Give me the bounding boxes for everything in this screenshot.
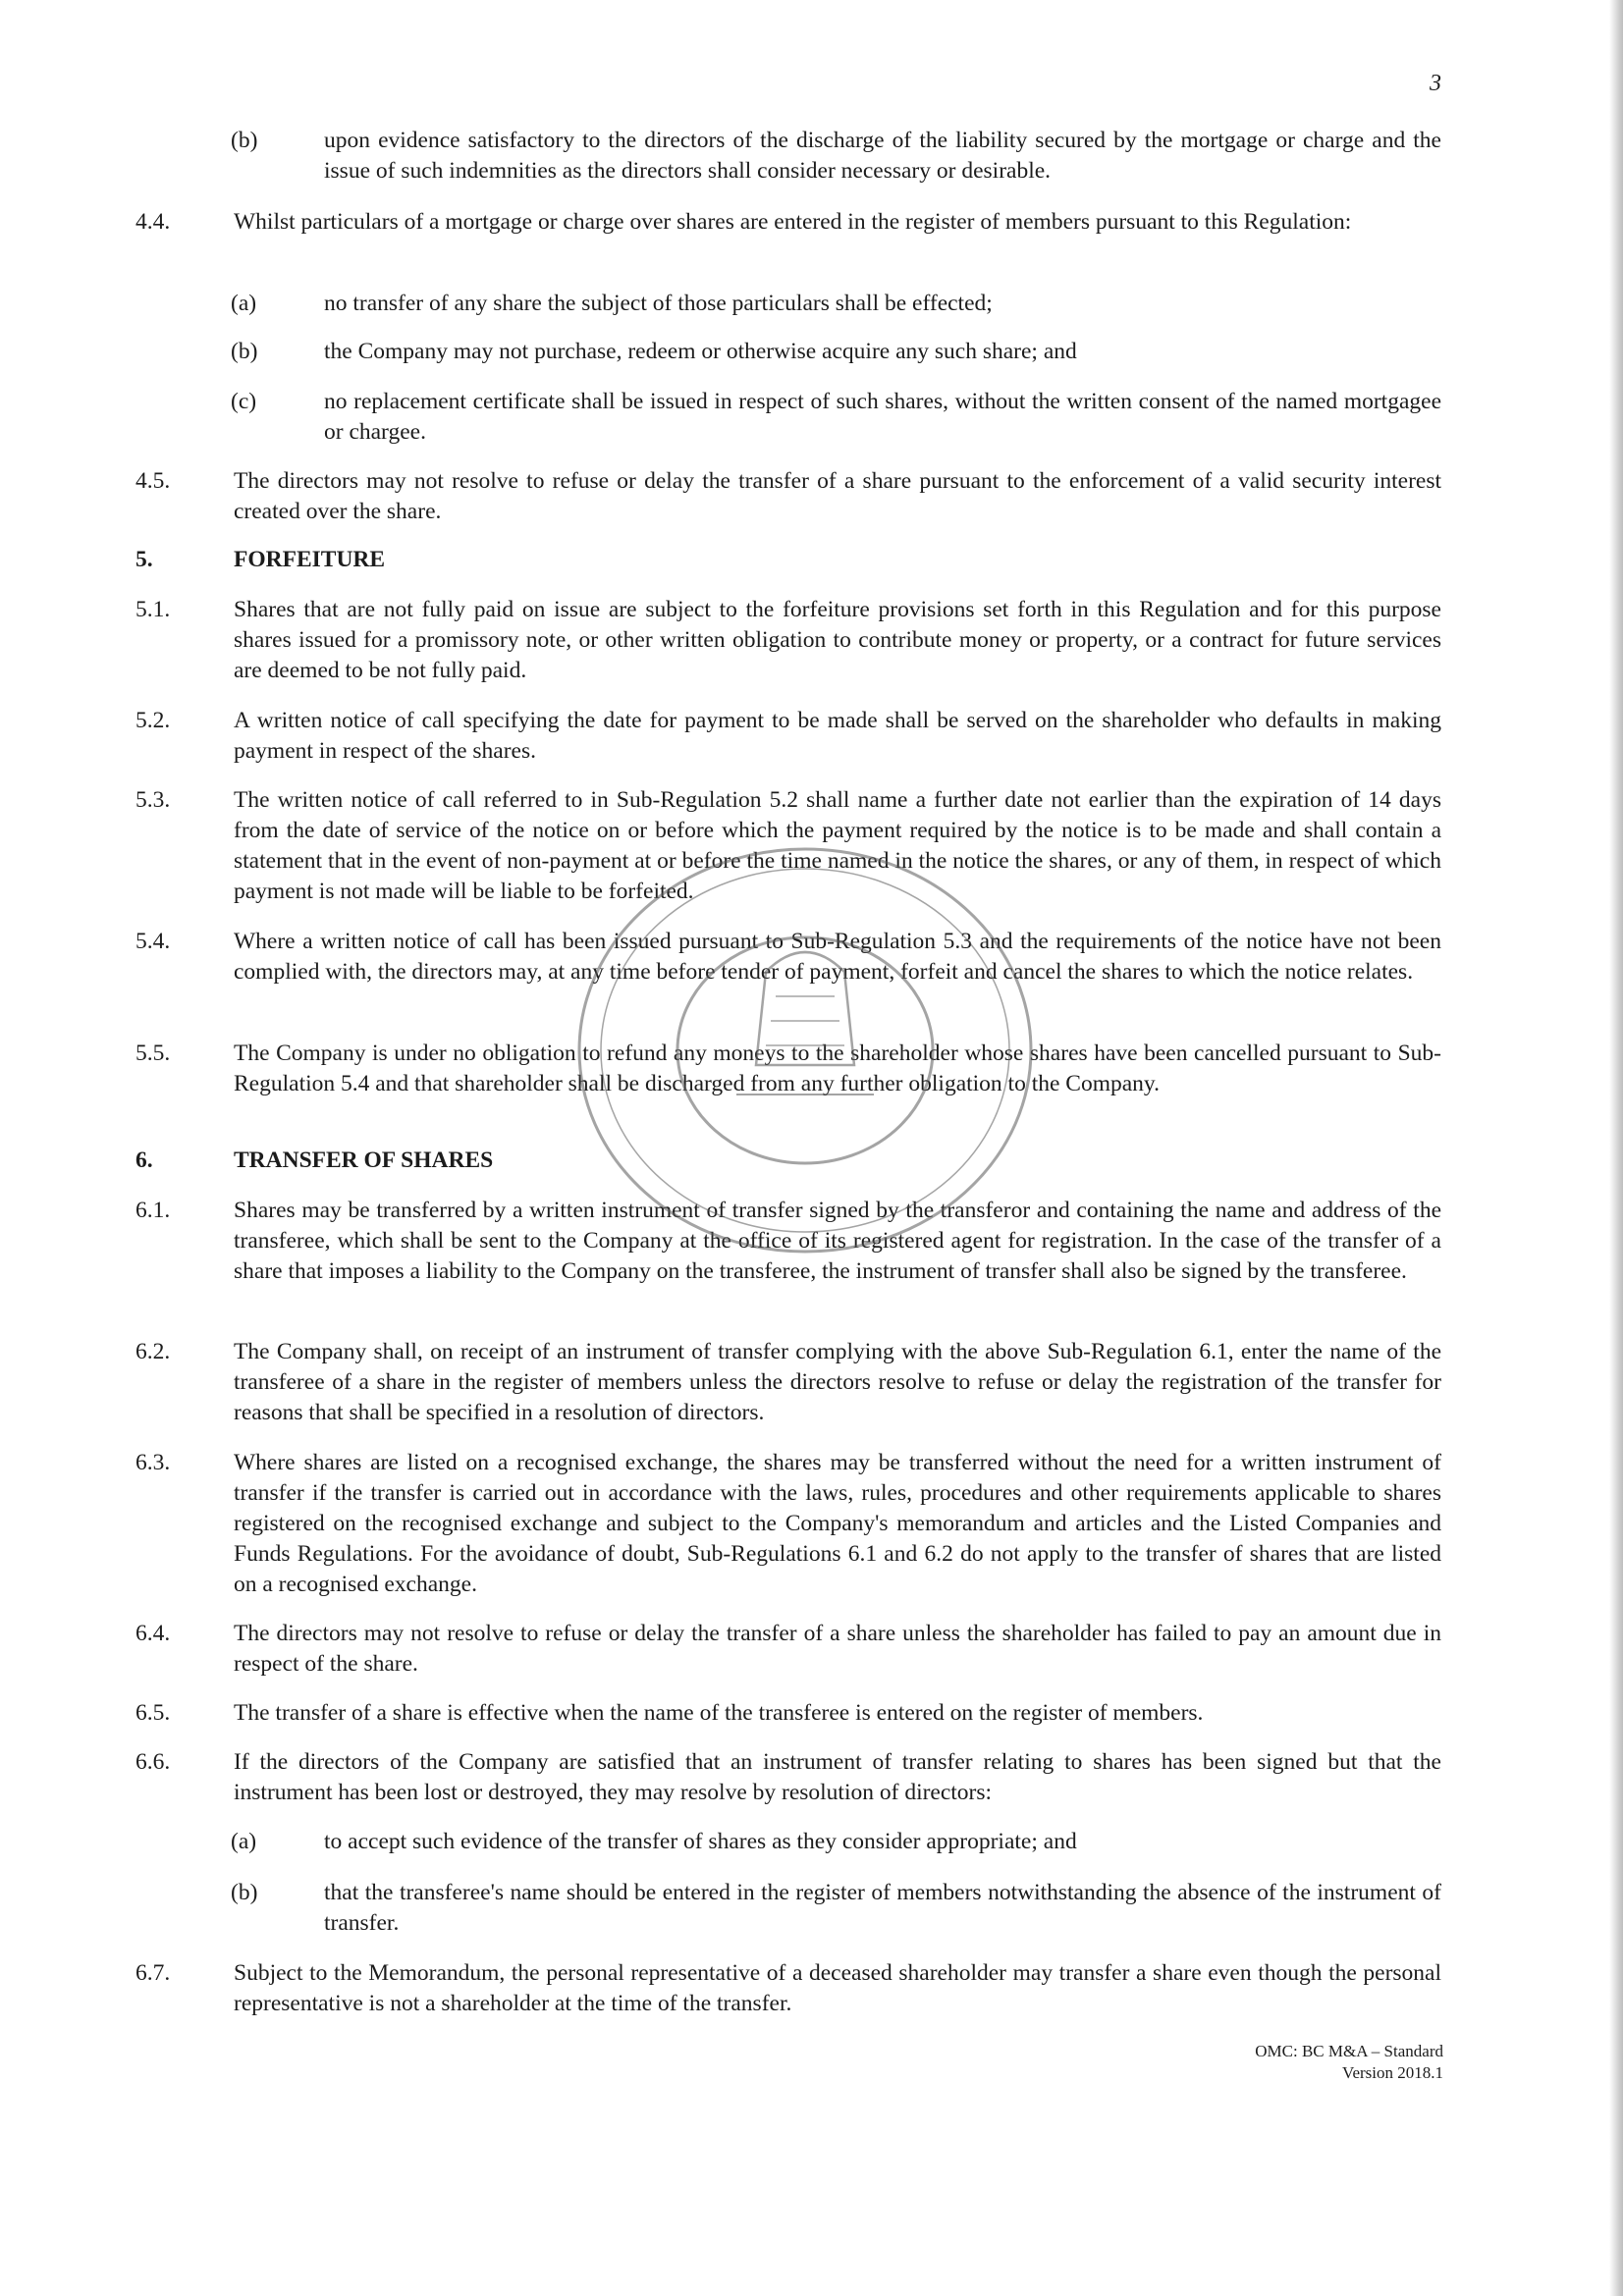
sub-item-label: (b)	[231, 1880, 258, 1905]
clause-number: 6.5.	[135, 1700, 171, 1726]
clause-text: A written notice of call specifying the date for payment to be made shall be served on the shareholder who defaults in making payment in respect of the shares.	[234, 708, 1441, 764]
section-title: TRANSFER OF SHARES	[234, 1148, 494, 1173]
clause-text: The directors may not resolve to refuse or delay the transfer of a share pursuant to the enforcement of a valid security interest created over the share.	[234, 468, 1441, 524]
section-number: 6.	[135, 1148, 153, 1173]
clause-text: The Company shall, on receipt of an instrument of transfer complying with the above Sub-Regulation 6.1, enter the name of the transferee of a share in the register of members unless the directors resolve to refuse or delay the registration of the transfer for reasons that shall be specified in a resolution of directors.	[234, 1339, 1441, 1425]
sub-item-text: upon evidence satisfactory to the directors of the discharge of the liability secured by the mortgage or charge and the issue of such indemnities as the directors shall consider necessary or desirable.	[324, 128, 1441, 184]
sub-item-label: (a)	[231, 291, 257, 316]
clause-number: 4.4.	[135, 209, 171, 235]
sub-item-text: no transfer of any share the subject of those particulars shall be effected;	[324, 291, 993, 316]
clause-text: Where shares are listed on a recognised exchange, the shares may be transferred without the need for a written instrument of transfer if the transfer is carried out in accordance with the laws, rules, procedures and other requirements applicable to shares registered on the recognised exchange and subject to the Company's memorandum and articles and the Listed Companies and Funds Regulations. For the avoidance of doubt, Sub-Regulations 6.1 and 6.2 do not apply to the transfer of shares that are listed on a recognised exchange.	[234, 1450, 1441, 1597]
clause-text: The Company is under no obligation to refund any moneys to the shareholder whose shares have been cancelled pursuant to Sub-Regulation 5.4 and that shareholder shall be discharged from any further obligation to the Company.	[234, 1041, 1441, 1096]
clause-number: 6.1.	[135, 1198, 171, 1223]
clause-number: 5.3.	[135, 787, 171, 813]
clause-text: The directors may not resolve to refuse or delay the transfer of a share unless the shareholder has failed to pay an amount due in respect of the share.	[234, 1621, 1441, 1677]
clause-text: The transfer of a share is effective when the name of the transferee is entered on the register of members.	[234, 1700, 1204, 1726]
clause-number: 5.2.	[135, 708, 171, 733]
scan-edge-shadow	[1609, 0, 1623, 2296]
clause-text: If the directors of the Company are satisfied that an instrument of transfer relating to shares has been signed but that the instrument has been lost or destroyed, they may resolve by resolution of directors:	[234, 1749, 1441, 1805]
section-title: FORFEITURE	[234, 547, 386, 572]
clause-text: Whilst particulars of a mortgage or charge over shares are entered in the register of members pursuant to this Regulation:	[234, 209, 1352, 235]
footer-version: Version 2018.1	[1342, 2063, 1443, 2082]
sub-item-text: to accept such evidence of the transfer of shares as they consider appropriate; and	[324, 1829, 1077, 1854]
document-footer	[1159, 2041, 1443, 2084]
clause-number: 5.1.	[135, 597, 171, 622]
clause-text: Subject to the Memorandum, the personal representative of a deceased shareholder may transfer a share even though the personal representative is not a shareholder at the time of the transfer.	[234, 1960, 1441, 2016]
clause-text: Shares may be transferred by a written instrument of transfer signed by the transferor and containing the name and address of the transferee, which shall be sent to the Company at the office of its registered agent for registration. In the case of the transfer of a share that imposes a liability to the Company on the transferee, the instrument of transfer shall also be signed by the transferee.	[234, 1198, 1441, 1284]
clause-number: 6.6.	[135, 1749, 171, 1775]
registry-seal-stamp	[535, 825, 1075, 1276]
clause-text: Shares that are not fully paid on issue are subject to the forfeiture provisions set forth in this Regulation and for this purpose shares issued for a promissory note, or other written obligation to contribute money or property, or a contract for future services are deemed to be not fully paid.	[234, 597, 1441, 683]
clause-number: 5.4.	[135, 929, 171, 954]
clause-text: Where a written notice of call has been issued pursuant to Sub-Regulation 5.3 and the requirements of the notice have not been complied with, the directors may, at any time before tender of payment, forfeit and cancel the shares to which the notice relates.	[234, 929, 1441, 985]
page-number: 3	[1430, 71, 1441, 96]
clause-number: 6.3.	[135, 1450, 171, 1475]
clause-number: 4.5.	[135, 468, 171, 494]
sub-item-text: that the transferee's name should be entered in the register of members notwithstanding the absence of the instrument of transfer.	[324, 1880, 1441, 1936]
sub-item-label: (c)	[231, 389, 257, 414]
clause-number: 6.4.	[135, 1621, 171, 1646]
footer-form-code: OMC: BC M&A – Standard	[1255, 2042, 1443, 2060]
section-number: 5.	[135, 547, 153, 572]
sub-item-text: no replacement certificate shall be issued in respect of such shares, without the written consent of the named mortgagee or chargee.	[324, 389, 1441, 445]
clause-number: 6.2.	[135, 1339, 171, 1364]
clause-text: The written notice of call referred to in Sub-Regulation 5.2 shall name a further date not earlier than the expiration of 14 days from the date of service of the notice on or before which the payment required by the notice is to be made and shall contain a statement that in the event of non-payment at or before the time named in the notice the shares, or any of them, in respect of which payment is not made will be liable to be forfeited.	[234, 787, 1441, 904]
sub-item-text: the Company may not purchase, redeem or otherwise acquire any such share; and	[324, 339, 1077, 364]
clause-number: 6.7.	[135, 1960, 171, 1986]
clause-number: 5.5.	[135, 1041, 171, 1066]
sub-item-label: (b)	[231, 128, 258, 153]
sub-item-label: (a)	[231, 1829, 257, 1854]
sub-item-label: (b)	[231, 339, 258, 364]
